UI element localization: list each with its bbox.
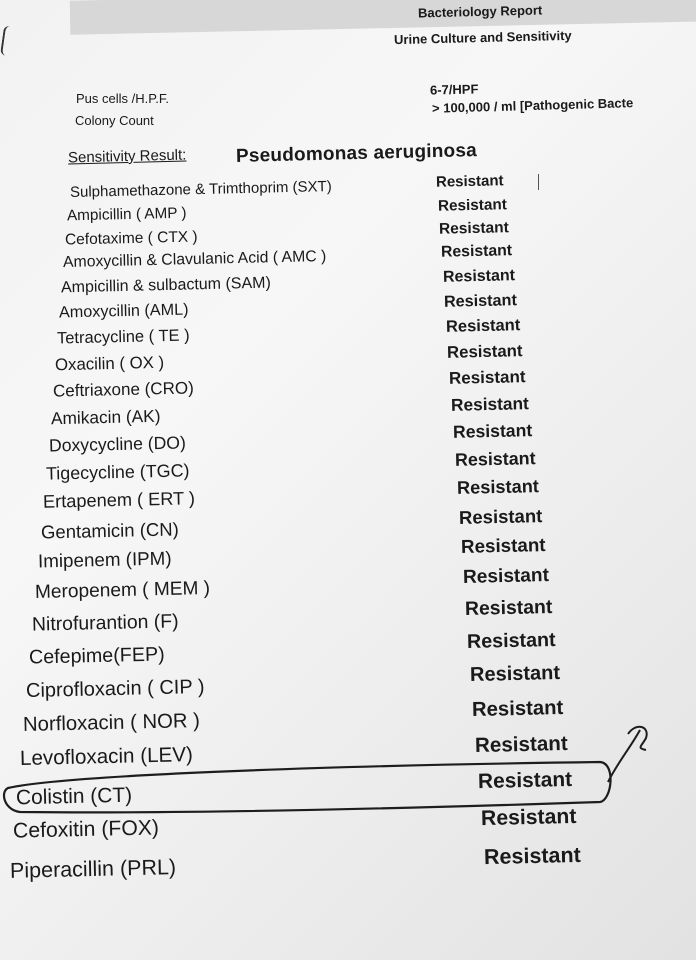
antibiotic-name: Sulphamethazone & Trimthoprim (SXT): [69, 178, 332, 201]
header-band: [70, 0, 696, 35]
colony-count-label: Colony Count: [75, 113, 154, 128]
sensitivity-result: Resistant: [462, 565, 550, 588]
antibiotic-name: Oxacilin ( OX ): [54, 352, 165, 375]
antibiotic-name: Tigecycline (TGC): [45, 460, 190, 484]
margin-line: [538, 174, 539, 190]
antibiotic-name: Levofloxacin (LEV): [19, 743, 194, 770]
antibiotic-name: Amikacin (AK): [50, 405, 161, 429]
pointer-arrow: [608, 727, 647, 782]
sensitivity-result: Resistant: [477, 767, 573, 794]
sensitivity-result: Resistant: [480, 804, 577, 831]
antibiotic-name: Cefotaxime ( CTX ): [64, 228, 198, 249]
pus-cells-value: 6-7/HPF: [429, 81, 479, 98]
sensitivity-result: Resistant: [442, 267, 516, 286]
sensitivity-result: Resistant: [435, 172, 504, 191]
antibiotic-name: Amoxycillin (AML): [58, 300, 189, 322]
sensitivity-result: Resistant: [458, 505, 543, 528]
antibiotic-name: Cefoxitin (FOX): [12, 816, 160, 843]
colony-count-value: > 100,000 / ml [Pathogenic Bacte: [431, 95, 634, 116]
sensitivity-result: Resistant: [438, 219, 509, 238]
sensitivity-result: Resistant: [474, 731, 568, 758]
antibiotic-name: Colistin (CT): [15, 783, 133, 810]
sensitivity-result: Resistant: [460, 534, 546, 557]
antibiotic-name: Amoxycillin & Clavulanic Acid ( AMC ): [62, 248, 327, 271]
antibiotic-name: Gentamicin (CN): [40, 518, 179, 543]
antibiotic-name: Tetracycline ( TE ): [56, 326, 190, 348]
antibiotic-name: Nitrofurantion (F): [31, 610, 179, 636]
antibiotic-name: Norfloxacin ( NOR ): [22, 709, 201, 737]
sensitivity-result: Resistant: [471, 696, 564, 722]
antibiotic-name: Ampicillin & sulbactum (SAM): [60, 274, 271, 297]
antibiotic-name: Imipenem (IPM): [37, 547, 172, 572]
antibiotic-name: Ampicillin ( AMP ): [66, 204, 187, 225]
sensitivity-result: Resistant: [456, 476, 540, 498]
report-subtitle: Urine Culture and Sensitivity: [393, 27, 572, 48]
sensitivity-result: Resistant: [450, 393, 530, 415]
sensitivity-result: Resistant: [454, 448, 536, 470]
report-title: Bacteriology Report: [417, 2, 543, 21]
antibiotic-name: Meropenem ( MEM ): [34, 578, 211, 603]
antibiotic-name: Doxycycline (DO): [48, 432, 187, 456]
sensitivity-result: Resistant: [443, 291, 518, 311]
sensitivity-result: Resistant: [440, 242, 513, 261]
antibiotic-name: Ciprofloxacin ( CIP ): [25, 675, 205, 703]
organism-name: Pseudomonas aeruginosa: [235, 140, 478, 167]
sensitivity-result: Resistant: [469, 661, 561, 687]
sensitivity-result: Resistant: [464, 596, 553, 620]
pus-cells-label: Pus cells /H.P.F.: [76, 91, 169, 106]
sensitivity-result: Resistant: [483, 842, 582, 870]
antibiotic-name: Ceftriaxone (CRO): [52, 378, 194, 401]
sensitivity-result: Resistant: [448, 367, 526, 388]
antibiotic-name: Cefepime(FEP): [28, 643, 165, 669]
antibiotic-name: Ertapenem ( ERT ): [42, 488, 196, 512]
antibiotic-name: Piperacillin (PRL): [9, 855, 177, 883]
sensitivity-result: Resistant: [445, 316, 521, 336]
sensitivity-result: Resistant: [452, 420, 533, 442]
sensitivity-result: Resistant: [446, 341, 523, 362]
sensitivity-result: Resistant: [437, 196, 508, 215]
margin-mark: [0, 25, 16, 56]
sensitivity-label: Sensitivity Result:: [67, 146, 187, 167]
sensitivity-result: Resistant: [466, 628, 556, 654]
